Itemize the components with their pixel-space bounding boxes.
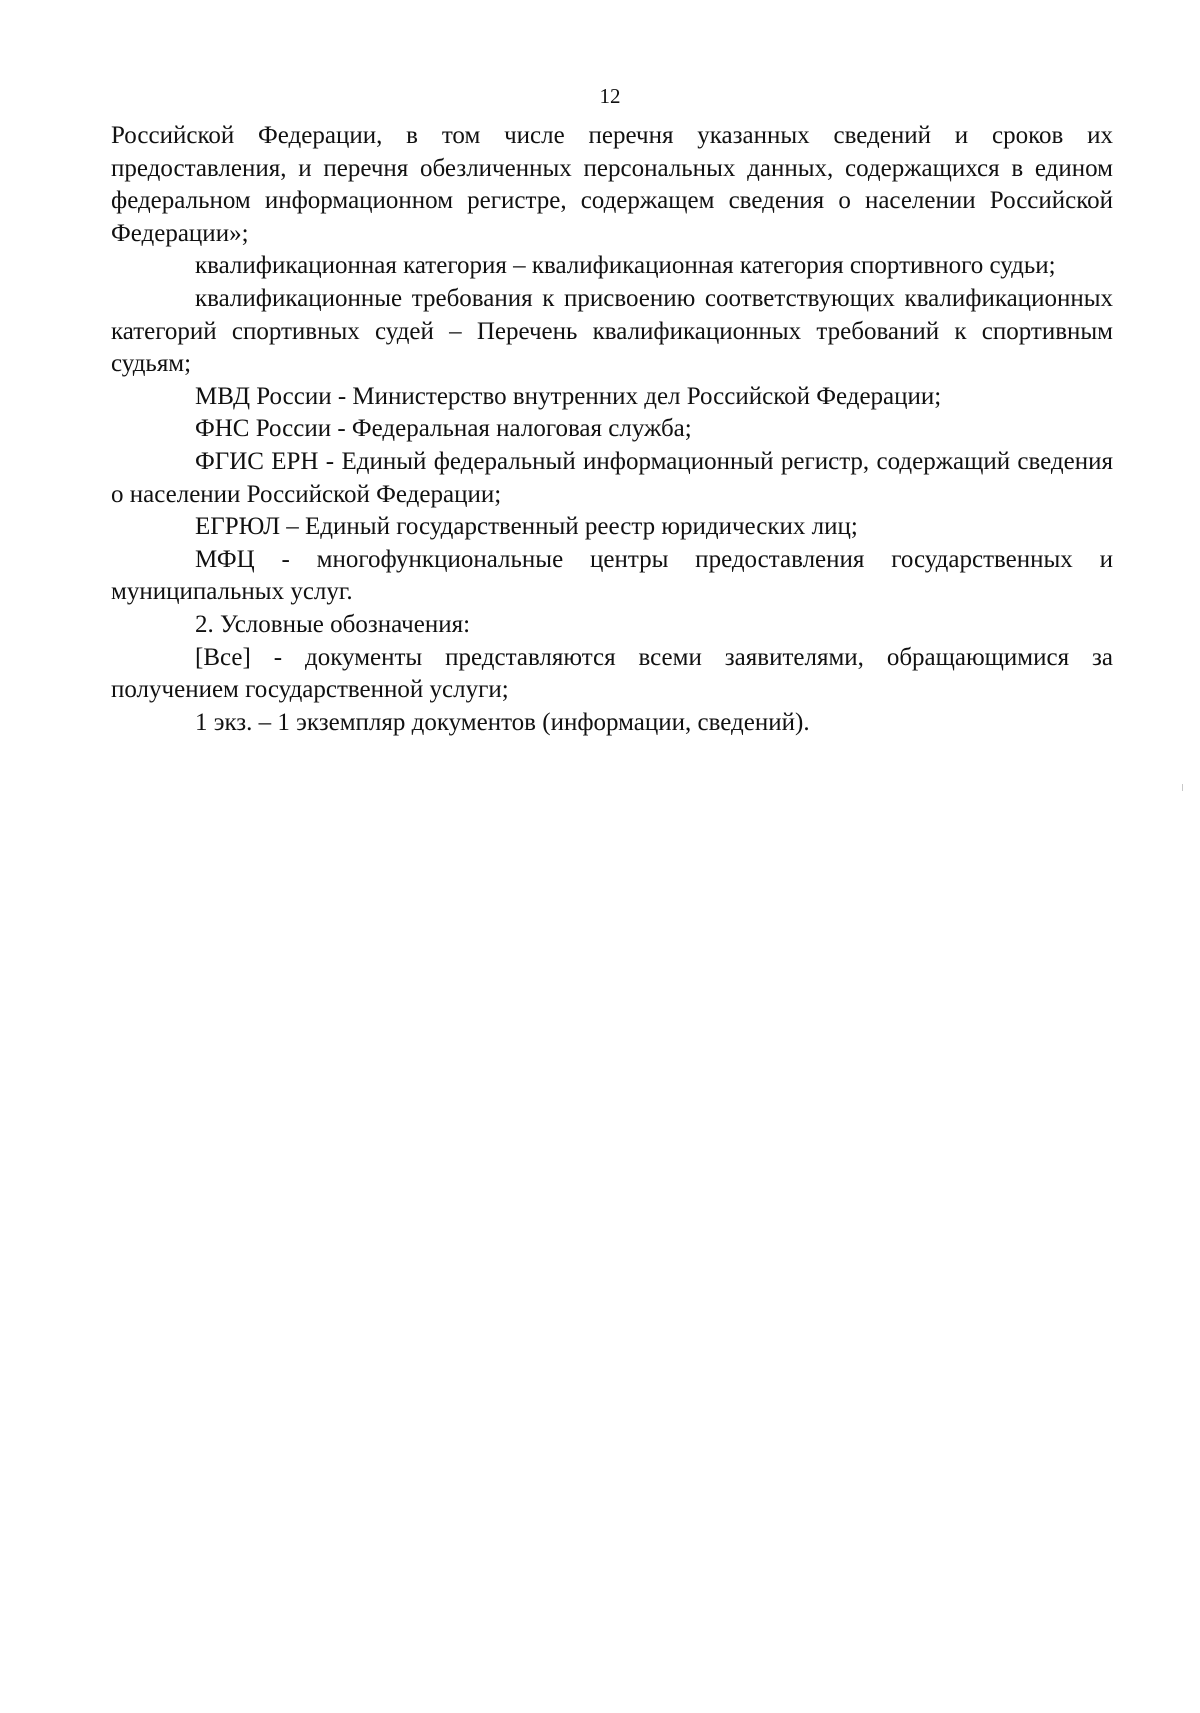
paragraph-one-copy: 1 экз. – 1 экземпляр документов (информации, сведений). [195, 708, 810, 736]
paragraph-mfc: МФЦ - многофункциональные центры предоставления государственных и муниципальных услуг. [111, 545, 1113, 606]
paragraph-egrul: ЕГРЮЛ – Единый государственный реестр юридических лиц; [195, 513, 858, 541]
page-number: 12 [599, 84, 621, 108]
paragraph-conventions-heading: 2. Условные обозначения: [195, 610, 471, 638]
paragraph-qualification-requirements: квалификационные требования к присвоению соответствующих квалификационных категорий спортивных судей – Перечень квалификационных требований к спортивным судьям; [111, 284, 1113, 378]
paragraph-fns: ФНС России - Федеральная налоговая служба; [195, 415, 692, 443]
scan-artifact [1182, 784, 1183, 791]
paragraph-fgis-ern: ФГИС ЕРН - Единый федеральный информационный регистр, содержащий сведения о населении Российской Федерации; [111, 447, 1113, 508]
paragraph-mvd: МВД России - Министерство внутренних дел Российской Федерации; [195, 382, 942, 410]
paragraph-all-applicants: [Все] - документы представляются всеми заявителями, обращающимися за получением государственной услуги; [111, 643, 1113, 704]
paragraph-continuation: Российской Федерации, в том числе перечня указанных сведений и сроков их предоставления, и перечня обезличенных персональных данных, содержащихся в едином федеральном информационном регистре, содержащем сведения о населении Российской Федерации»; [111, 122, 1113, 247]
document-body [111, 120, 1113, 739]
paragraph-qualification-category: квалификационная категория – квалификационная категория спортивного судьи; [195, 252, 1056, 280]
